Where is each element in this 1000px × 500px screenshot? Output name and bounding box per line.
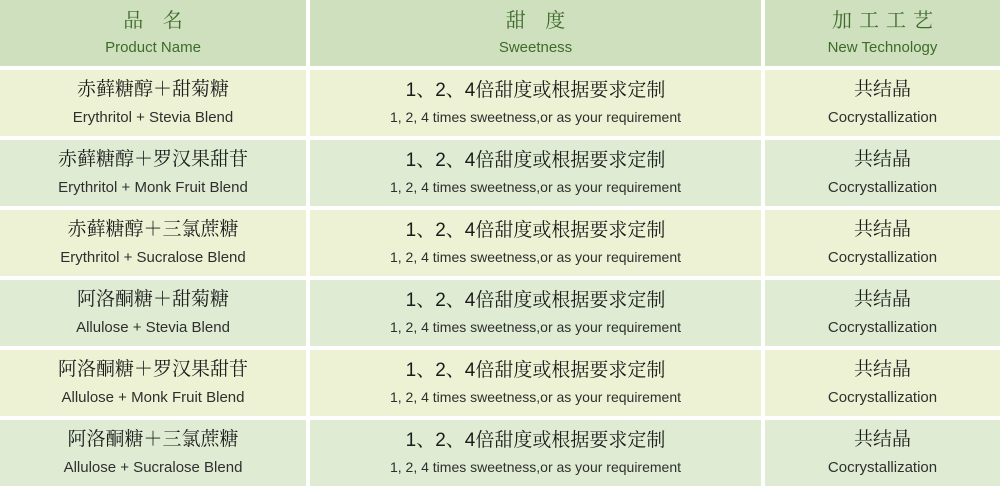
table-header-row bbox=[0, 0, 1000, 70]
table-row bbox=[0, 140, 1000, 210]
sweetness-cn: 1、2、4倍甜度或根据要求定制 bbox=[405, 79, 666, 101]
cell-product-name bbox=[0, 280, 310, 350]
product-name-en: Erythritol + Sucralose Blend bbox=[60, 248, 246, 266]
cell-technology bbox=[765, 350, 1000, 420]
technology-en: Cocrystallization bbox=[827, 248, 938, 266]
column-header-product-name bbox=[0, 0, 310, 70]
sweetness-cn: 1、2、4倍甜度或根据要求定制 bbox=[405, 149, 666, 171]
sweetness-en: 1, 2, 4 times sweetness,or as your requirement bbox=[389, 389, 682, 406]
table-row bbox=[0, 350, 1000, 420]
table-row bbox=[0, 280, 1000, 350]
cell-sweetness bbox=[310, 350, 765, 420]
technology-cn: 共结晶 bbox=[853, 79, 911, 101]
column-header-sweetness-cn: 甜 度 bbox=[505, 10, 573, 32]
product-name-cn: 赤藓糖醇＋三氯蔗糖 bbox=[67, 219, 239, 241]
product-name-en: Erythritol + Monk Fruit Blend bbox=[58, 178, 248, 196]
column-header-technology-en: New Technology bbox=[827, 39, 938, 56]
sweetness-en: 1, 2, 4 times sweetness,or as your requirement bbox=[389, 249, 682, 266]
sweetness-en: 1, 2, 4 times sweetness,or as your requirement bbox=[389, 179, 682, 196]
technology-cn: 共结晶 bbox=[853, 289, 911, 311]
table-row bbox=[0, 70, 1000, 140]
product-name-en: Allulose + Monk Fruit Blend bbox=[61, 388, 245, 406]
cell-technology bbox=[765, 140, 1000, 210]
product-name-en: Erythritol + Stevia Blend bbox=[72, 108, 234, 126]
cell-sweetness bbox=[310, 280, 765, 350]
technology-en: Cocrystallization bbox=[827, 178, 938, 196]
technology-cn: 共结晶 bbox=[853, 149, 911, 171]
column-header-sweetness-en: Sweetness bbox=[498, 39, 573, 56]
cell-sweetness bbox=[310, 140, 765, 210]
cell-sweetness bbox=[310, 210, 765, 280]
product-name-cn: 阿洛酮糖＋甜菊糖 bbox=[76, 289, 229, 311]
sweetness-cn: 1、2、4倍甜度或根据要求定制 bbox=[405, 289, 666, 311]
column-header-sweetness bbox=[310, 0, 765, 70]
table-row bbox=[0, 210, 1000, 280]
cell-product-name bbox=[0, 140, 310, 210]
cell-product-name bbox=[0, 210, 310, 280]
product-name-cn: 阿洛酮糖＋三氯蔗糖 bbox=[67, 429, 239, 451]
sweetness-cn: 1、2、4倍甜度或根据要求定制 bbox=[405, 429, 666, 451]
technology-en: Cocrystallization bbox=[827, 108, 938, 126]
cell-technology bbox=[765, 280, 1000, 350]
sweetness-en: 1, 2, 4 times sweetness,or as your requirement bbox=[389, 109, 682, 126]
cell-technology bbox=[765, 70, 1000, 140]
product-name-cn: 赤藓糖醇＋甜菊糖 bbox=[76, 79, 229, 101]
column-header-product-name-cn: 品 名 bbox=[123, 10, 190, 32]
technology-en: Cocrystallization bbox=[827, 318, 938, 336]
technology-en: Cocrystallization bbox=[827, 388, 938, 406]
column-header-technology-cn: 加工工艺 bbox=[832, 10, 940, 32]
product-name-cn: 赤藓糖醇＋罗汉果甜苷 bbox=[57, 149, 248, 171]
technology-cn: 共结晶 bbox=[853, 219, 911, 241]
cell-technology bbox=[765, 420, 1000, 490]
column-header-product-name-en: Product Name bbox=[105, 39, 201, 56]
product-name-en: Allulose + Stevia Blend bbox=[76, 318, 230, 336]
sweetness-en: 1, 2, 4 times sweetness,or as your requirement bbox=[389, 319, 682, 336]
table-row bbox=[0, 420, 1000, 490]
product-name-en: Allulose + Sucralose Blend bbox=[63, 458, 243, 476]
cell-product-name bbox=[0, 350, 310, 420]
technology-en: Cocrystallization bbox=[827, 458, 938, 476]
column-header-technology bbox=[765, 0, 1000, 70]
technology-cn: 共结晶 bbox=[853, 359, 911, 381]
product-name-cn: 阿洛酮糖＋罗汉果甜苷 bbox=[57, 359, 248, 381]
cell-sweetness bbox=[310, 70, 765, 140]
technology-cn: 共结晶 bbox=[853, 429, 911, 451]
sweetness-en: 1, 2, 4 times sweetness,or as your requirement bbox=[389, 459, 682, 476]
cell-product-name bbox=[0, 70, 310, 140]
sweetness-cn: 1、2、4倍甜度或根据要求定制 bbox=[405, 219, 666, 241]
cell-technology bbox=[765, 210, 1000, 280]
cell-sweetness bbox=[310, 420, 765, 490]
sweetness-cn: 1、2、4倍甜度或根据要求定制 bbox=[405, 359, 666, 381]
cell-product-name bbox=[0, 420, 310, 490]
